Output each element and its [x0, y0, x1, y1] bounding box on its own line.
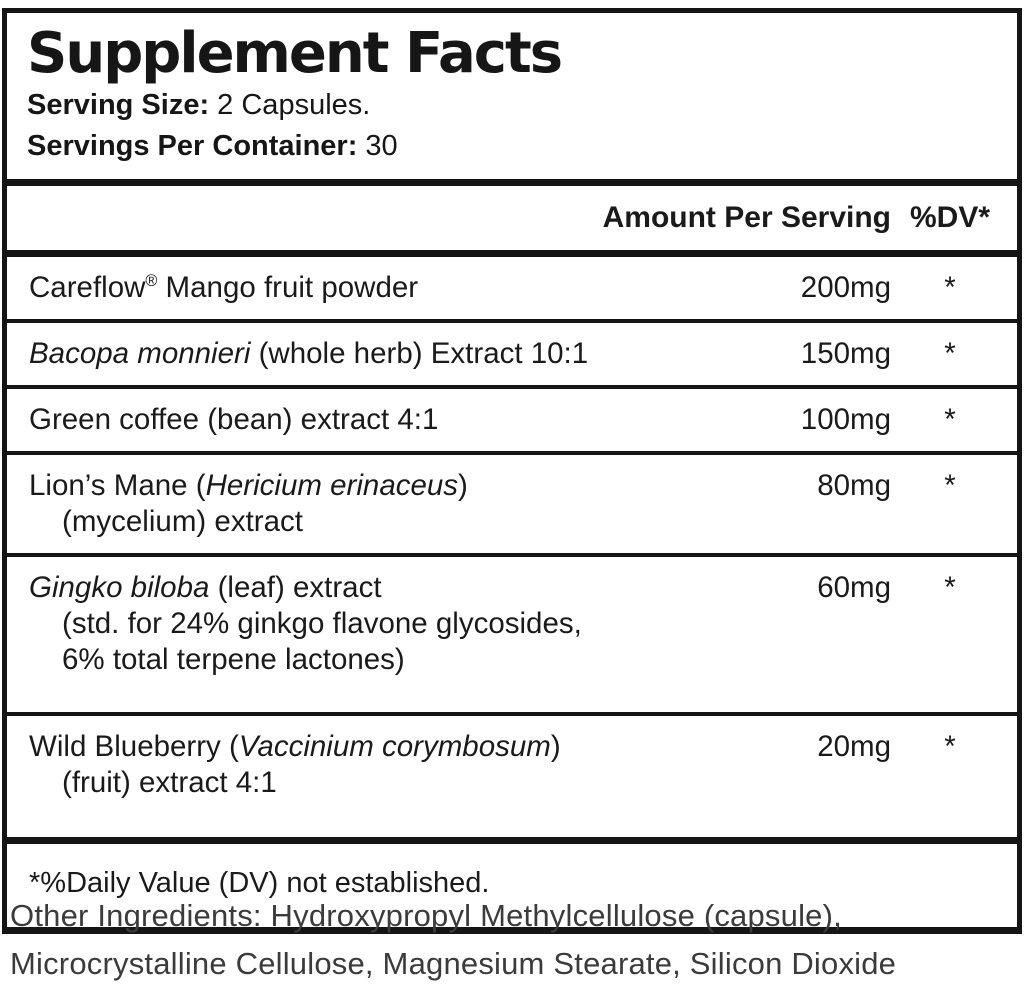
ingredient-name-line2: (std. for 24% ginkgo flavone glycosides,	[62, 607, 582, 640]
ingredient-dv: *	[944, 730, 956, 763]
ingredient-name-text: (whole herb) Extract 10:1	[250, 337, 589, 370]
servings-per-container-value: 30	[357, 130, 398, 162]
ingredient-dv: *	[944, 571, 956, 604]
serving-size-value: 2 Capsules.	[209, 89, 371, 121]
percent-dv-header: %DV*	[909, 201, 991, 234]
ingredient-name-line1	[29, 729, 721, 765]
ingredient-dv: *	[944, 403, 956, 436]
panel-header	[7, 13, 1017, 179]
ingredient-row-careflow-mango	[7, 257, 1017, 319]
table-header-divider	[7, 250, 1017, 257]
serving-size-label: Serving Size:	[27, 89, 210, 121]
ingredient-name-text: Lion’s Mane (	[29, 469, 206, 502]
servings-per-container-line	[27, 126, 997, 167]
ingredient-latin-name: Bacopa monnieri	[29, 337, 251, 370]
header-divider	[7, 179, 1017, 186]
ingredient-dv: *	[944, 337, 956, 370]
ingredient-amount: 100mg	[800, 403, 891, 436]
ingredient-latin-name: Hericium erinaceus	[205, 469, 459, 502]
supplement-facts-panel	[2, 8, 1022, 934]
ingredient-name	[7, 468, 721, 540]
ingredient-row-wild-blueberry	[7, 712, 1017, 837]
ingredient-latin-name: Gingko biloba	[29, 571, 210, 604]
amount-per-serving-header: Amount Per Serving	[602, 201, 891, 234]
other-ingredients-line2: Microcrystalline Cellulose, Magnesium Stearate, Silicon Dioxide	[10, 946, 897, 981]
daily-value-footnote: *%Daily Value (DV) not established.	[29, 867, 490, 899]
servings-per-container-label: Servings Per Container:	[27, 130, 358, 162]
ingredient-name	[7, 336, 721, 372]
ingredient-row-green-coffee	[7, 385, 1017, 451]
serving-size-line	[27, 85, 997, 126]
panel-title: Supplement Facts	[27, 21, 562, 86]
ingredient-name	[7, 270, 721, 306]
ingredient-row-bacopa	[7, 319, 1017, 385]
ingredient-dv: *	[944, 271, 956, 304]
ingredient-amount: 80mg	[817, 469, 891, 502]
ingredient-name	[7, 570, 721, 678]
ingredient-amount: 150mg	[800, 337, 891, 370]
ingredient-row-lions-mane	[7, 451, 1017, 553]
ingredient-row-gingko	[7, 553, 1017, 712]
ingredient-name-text: )	[550, 730, 561, 763]
ingredient-dv: *	[944, 469, 956, 502]
ingredient-name-line3: 6% total terpene lactones)	[62, 643, 405, 676]
ingredient-amount: 200mg	[800, 271, 891, 304]
ingredient-name-text: )	[458, 469, 468, 502]
ingredient-name-text: Careflow	[29, 271, 146, 304]
ingredient-name-text: Mango fruit powder	[157, 271, 419, 304]
ingredient-name	[7, 729, 721, 801]
ingredient-name-line2: (mycelium) extract	[62, 505, 303, 538]
ingredient-latin-name: Vaccinium corymbosum	[238, 730, 551, 763]
registered-trademark-symbol: ®	[145, 272, 158, 291]
ingredient-amount: 60mg	[817, 571, 891, 604]
ingredient-name-text: (leaf) extract	[209, 571, 382, 604]
ingredient-amount: 20mg	[817, 730, 891, 763]
ingredient-rows	[7, 257, 1017, 837]
footnote-divider	[7, 837, 1017, 844]
ingredient-name-line2: (fruit) extract 4:1	[62, 766, 277, 799]
other-ingredients-line1: Other Ingredients: Hydroxypropyl Methylcellulose (capsule),	[10, 898, 842, 933]
table-header-row	[7, 186, 1017, 250]
ingredient-name-text: Green coffee (bean) extract 4:1	[29, 403, 439, 436]
ingredient-name-line1	[29, 468, 721, 504]
other-ingredients-section	[10, 892, 1015, 988]
ingredient-name	[7, 402, 721, 438]
ingredient-name-text: Wild Blueberry (	[29, 730, 239, 763]
ingredient-name-line1	[29, 570, 721, 606]
